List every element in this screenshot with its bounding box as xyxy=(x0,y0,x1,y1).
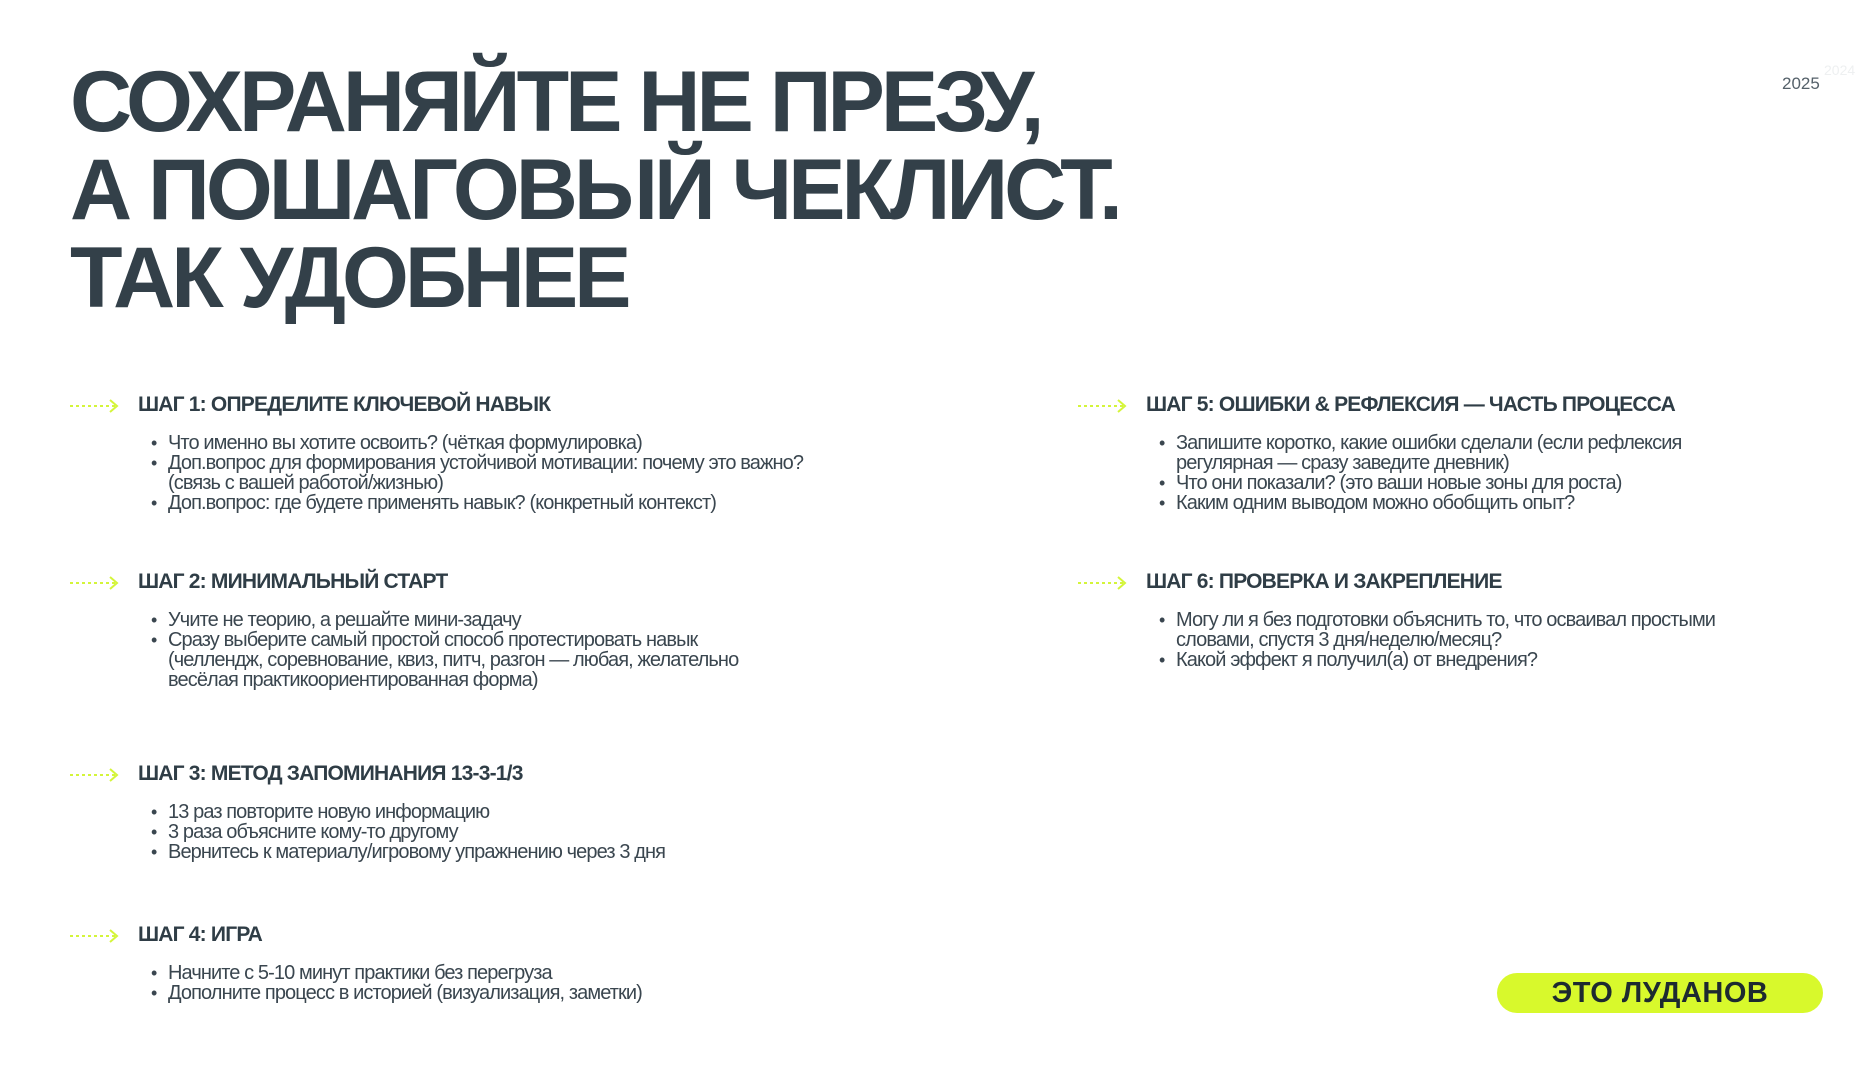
step-1 xyxy=(70,393,850,513)
list-item: • Доп.вопрос: где будете применять навык? (конкретный контекст) xyxy=(151,492,716,514)
bullet-dot-icon: • xyxy=(1159,473,1165,493)
step-header xyxy=(70,570,850,598)
list-item: • Дополните процесс в историей (визуализация, заметки) xyxy=(151,982,642,1004)
bullet-dot-icon: • xyxy=(1159,650,1165,670)
step-header xyxy=(70,762,850,790)
brand-logo-text: ЭТО ЛУДАНОВ xyxy=(1551,976,1769,1009)
step-3 xyxy=(70,762,850,862)
headline-line-3: ТАК УДОБНЕЕ xyxy=(70,230,628,326)
list-item: • 3 раза объясните кому-то другому xyxy=(151,821,458,843)
step-title: ШАГ 1: ОПРЕДЕЛИТЕ КЛЮЧЕВОЙ НАВЫК xyxy=(138,393,551,416)
step-title: ШАГ 5: ОШИБКИ & РЕФЛЕКСИЯ — ЧАСТЬ ПРОЦЕССА xyxy=(1146,393,1676,416)
dotted-arrow-icon xyxy=(70,928,122,944)
step-title: ШАГ 3: МЕТОД ЗАПОМИНАНИЯ 13-3-1/3 xyxy=(138,762,523,785)
step-header xyxy=(1078,393,1858,421)
list-item: • Что они показали? (это ваши новые зоны для роста) xyxy=(1159,472,1622,494)
bullet-dot-icon: • xyxy=(151,453,157,473)
page-title xyxy=(70,54,1119,326)
dotted-arrow-icon xyxy=(70,575,122,591)
list-item: • Что именно вы хотите освоить? (чёткая формулировка) xyxy=(151,432,642,454)
list-item: • Могу ли я без подготовки объяснить то, что осваивал простыми словами, спустя 3 дня/неделю/месяц? xyxy=(1159,609,1716,651)
dotted-arrow-icon xyxy=(1078,398,1130,414)
step-bullet-list xyxy=(151,432,850,514)
bullet-dot-icon: • xyxy=(151,822,157,842)
step-header xyxy=(70,393,850,421)
bullet-dot-icon: • xyxy=(1159,433,1165,453)
year-ghost: 2024 xyxy=(1824,62,1856,78)
list-item: • 13 раз повторите новую информацию xyxy=(151,801,490,823)
step-title: ШАГ 2: МИНИМАЛЬНЫЙ СТАРТ xyxy=(138,570,448,593)
bullet-dot-icon: • xyxy=(151,630,157,650)
list-item: • Запишите коротко, какие ошибки сделали (если рефлексия регулярная — сразу заведите дневник) xyxy=(1159,432,1682,474)
step-bullet-list xyxy=(151,609,850,691)
step-bullet-list xyxy=(1159,432,1858,514)
headline-line-2: А ПОШАГОВЫЙ ЧЕКЛИСТ. xyxy=(70,142,1119,238)
step-title: ШАГ 4: ИГРА xyxy=(138,923,263,946)
list-item: • Какой эффект я получил(а) от внедрения? xyxy=(1159,649,1538,671)
brand-logo-badge xyxy=(1497,973,1823,1013)
list-item: • Доп.вопрос для формирования устойчивой мотивации: почему это важно? (связь с вашей работой/жизнью) xyxy=(151,452,804,494)
list-item: • Начните с 5-10 минут практики без перегруза xyxy=(151,962,552,984)
step-bullet-list xyxy=(151,801,850,863)
list-item: • Учите не теорию, а решайте мини-задачу xyxy=(151,609,521,631)
step-header xyxy=(70,923,850,951)
step-5 xyxy=(1078,393,1858,513)
bullet-dot-icon: • xyxy=(151,610,157,630)
step-header xyxy=(1078,570,1858,598)
list-item: • Каким одним выводом можно обобщить опыт? xyxy=(1159,492,1575,514)
list-item: • Вернитесь к материалу/игровому упражнению через 3 дня xyxy=(151,841,666,863)
bullet-dot-icon: • xyxy=(1159,610,1165,630)
bullet-dot-icon: • xyxy=(1159,493,1165,513)
headline-line-1: СОХРАНЯЙТЕ НЕ ПРЕЗУ, xyxy=(70,54,1041,150)
step-title: ШАГ 6: ПРОВЕРКА И ЗАКРЕПЛЕНИЕ xyxy=(1146,570,1502,593)
dotted-arrow-icon xyxy=(1078,575,1130,591)
year-label: 2025 xyxy=(1782,74,1820,93)
dotted-arrow-icon xyxy=(70,767,122,783)
bullet-dot-icon: • xyxy=(151,433,157,453)
bullet-dot-icon: • xyxy=(151,802,157,822)
step-bullet-list xyxy=(151,962,850,1004)
dotted-arrow-icon xyxy=(70,398,122,414)
bullet-dot-icon: • xyxy=(151,842,157,862)
step-bullet-list xyxy=(1159,609,1858,671)
list-item: • Сразу выберите самый простой способ протестировать навык (челлендж, соревнование, квиз, питч, разгон — любая, желательно весёлая практикоориентированная форма) xyxy=(151,629,739,691)
bullet-dot-icon: • xyxy=(151,493,157,513)
bullet-dot-icon: • xyxy=(151,963,157,983)
step-2 xyxy=(70,570,850,690)
step-6 xyxy=(1078,570,1858,670)
bullet-dot-icon: • xyxy=(151,983,157,1003)
step-4 xyxy=(70,923,850,1003)
